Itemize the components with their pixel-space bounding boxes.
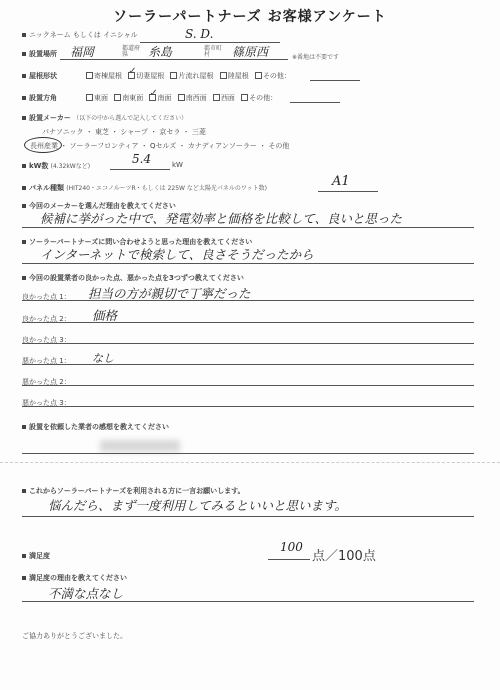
roof-other-line [310, 80, 360, 81]
bad2-label: 悪かった点 2： [22, 378, 71, 386]
contact-reason-line [22, 263, 474, 264]
location-pref-unit: 都道府県 [122, 45, 141, 58]
good1-label: 良かった点 1： [22, 293, 71, 301]
kw-unit: kW [172, 161, 183, 169]
good2-value: 価格 [92, 308, 118, 323]
direction-options [86, 88, 281, 103]
direction-option-6[interactable]: その他： [241, 94, 277, 102]
impression-line [22, 453, 474, 454]
roof-shape-label: 屋根形状 [22, 71, 57, 81]
footer-thanks: ご協力ありがとうございました。 [22, 632, 127, 640]
good1-value: 担当の方が親切で丁寧だった [88, 286, 251, 301]
bad1-value: なし [92, 352, 114, 365]
roof-option-4[interactable]: 陸屋根 [220, 72, 249, 80]
bad3-line [22, 406, 474, 407]
bad2-line [22, 385, 474, 386]
satisfaction-suffix: 点／100点 [312, 549, 376, 564]
kw-label: kW数 (4.32kWなど) [22, 161, 90, 171]
location-line [60, 59, 288, 60]
bad3-label: 悪かった点 3： [22, 399, 71, 407]
location-city: 糸島 [148, 45, 173, 59]
satisfaction-label: 満足度 [22, 551, 50, 561]
direction-option-3[interactable]: ✓ 南面 [149, 88, 172, 102]
maker-selected-circle [24, 137, 62, 153]
contact-reason-answer: インターネットで検索して、良さそうだったから [40, 247, 314, 262]
location-label: 設置場所 [22, 49, 57, 59]
good1-line [22, 300, 474, 301]
location-pref: 福岡 [70, 45, 95, 59]
direction-other-line [290, 102, 340, 103]
maker-row-2: 長州産業 ・ ソーラーフロンティア ・ Qセルズ ・ カナディアンソーラー ・ その他 [30, 142, 290, 150]
direction-option-1[interactable]: 東面 [86, 94, 108, 102]
satisfaction-reason-line [22, 601, 474, 602]
roof-shape-options [86, 66, 295, 81]
roof-option-1[interactable]: 寄棟屋根 [86, 72, 122, 80]
maker-reason-label: 今回のメーカーを選んだ理由を教えてください [22, 201, 176, 211]
panel-label: パネル種類 (HIT240・エコノルーツR・もしくは 225W など太陽光パネルのワット数) [22, 183, 267, 193]
nickname-label: ニックネーム もしくは イニシャル [22, 30, 138, 40]
good3-line [22, 343, 474, 344]
good-bad-label: 今回の設置業者の良かった点、悪かった点を3つずつ教えてください [22, 273, 244, 283]
message-line [22, 516, 474, 517]
location-city-unit: 郡市町村 [204, 45, 223, 58]
satisfaction-value: 100 [280, 540, 303, 554]
message-label: これからソーラーパートナーズを利用される方に一言お願いします。 [22, 486, 245, 496]
direction-option-2[interactable]: 南東面 [114, 94, 143, 102]
direction-option-4[interactable]: 南西面 [178, 94, 207, 102]
maker-reason-line [22, 227, 474, 228]
location-town: 篠原西 [232, 45, 269, 59]
contact-reason-label: ソーラーパートナーズに問い合わせようと思った理由を教えてください [22, 237, 252, 247]
message-answer: 悩んだら、まず一度利用してみるといいと思います。 [48, 498, 348, 513]
roof-option-5[interactable]: その他： [255, 72, 291, 80]
kw-line [110, 169, 170, 170]
roof-option-2[interactable]: ✓ 切妻屋根 [128, 66, 165, 80]
impression-label: 設置を依頼した業者の感想を教えてください [22, 422, 169, 432]
good2-label: 良かった点 2： [22, 315, 71, 323]
satisfaction-line [268, 559, 310, 560]
roof-option-3[interactable]: 片流れ屋根 [170, 72, 213, 80]
maker-label: 設置メーカー （以下の中から選んで記入してください） [22, 113, 187, 123]
page-fold [0, 462, 500, 463]
nickname-value: S. D. [185, 27, 214, 41]
good2-line [22, 322, 474, 323]
satisfaction-reason-answer: 不満な点なし [48, 586, 124, 601]
panel-value: A1 [332, 174, 350, 189]
maker-reason-answer: 候補に挙がった中で、発電効率と価格を比較して、良いと思った [40, 211, 403, 226]
kw-value: 5.4 [132, 152, 152, 166]
bad1-label: 悪かった点 1： [22, 357, 71, 365]
bad1-line [22, 364, 474, 365]
direction-label: 設置方角 [22, 93, 57, 103]
direction-option-5[interactable]: 西面 [213, 94, 235, 102]
satisfaction-reason-label: 満足度の理由を教えてください [22, 573, 127, 583]
survey-title: ソーラーパートナーズ お客様アンケート [113, 9, 387, 25]
impression-redacted [100, 440, 180, 452]
good3-label: 良かった点 3： [22, 336, 71, 344]
panel-line [318, 191, 378, 192]
maker-row-1: パナソニック ・ 東芝 ・ シャープ ・ 京セラ ・ 三菱 [42, 128, 206, 136]
location-note: ※番地は不要です [292, 54, 340, 61]
